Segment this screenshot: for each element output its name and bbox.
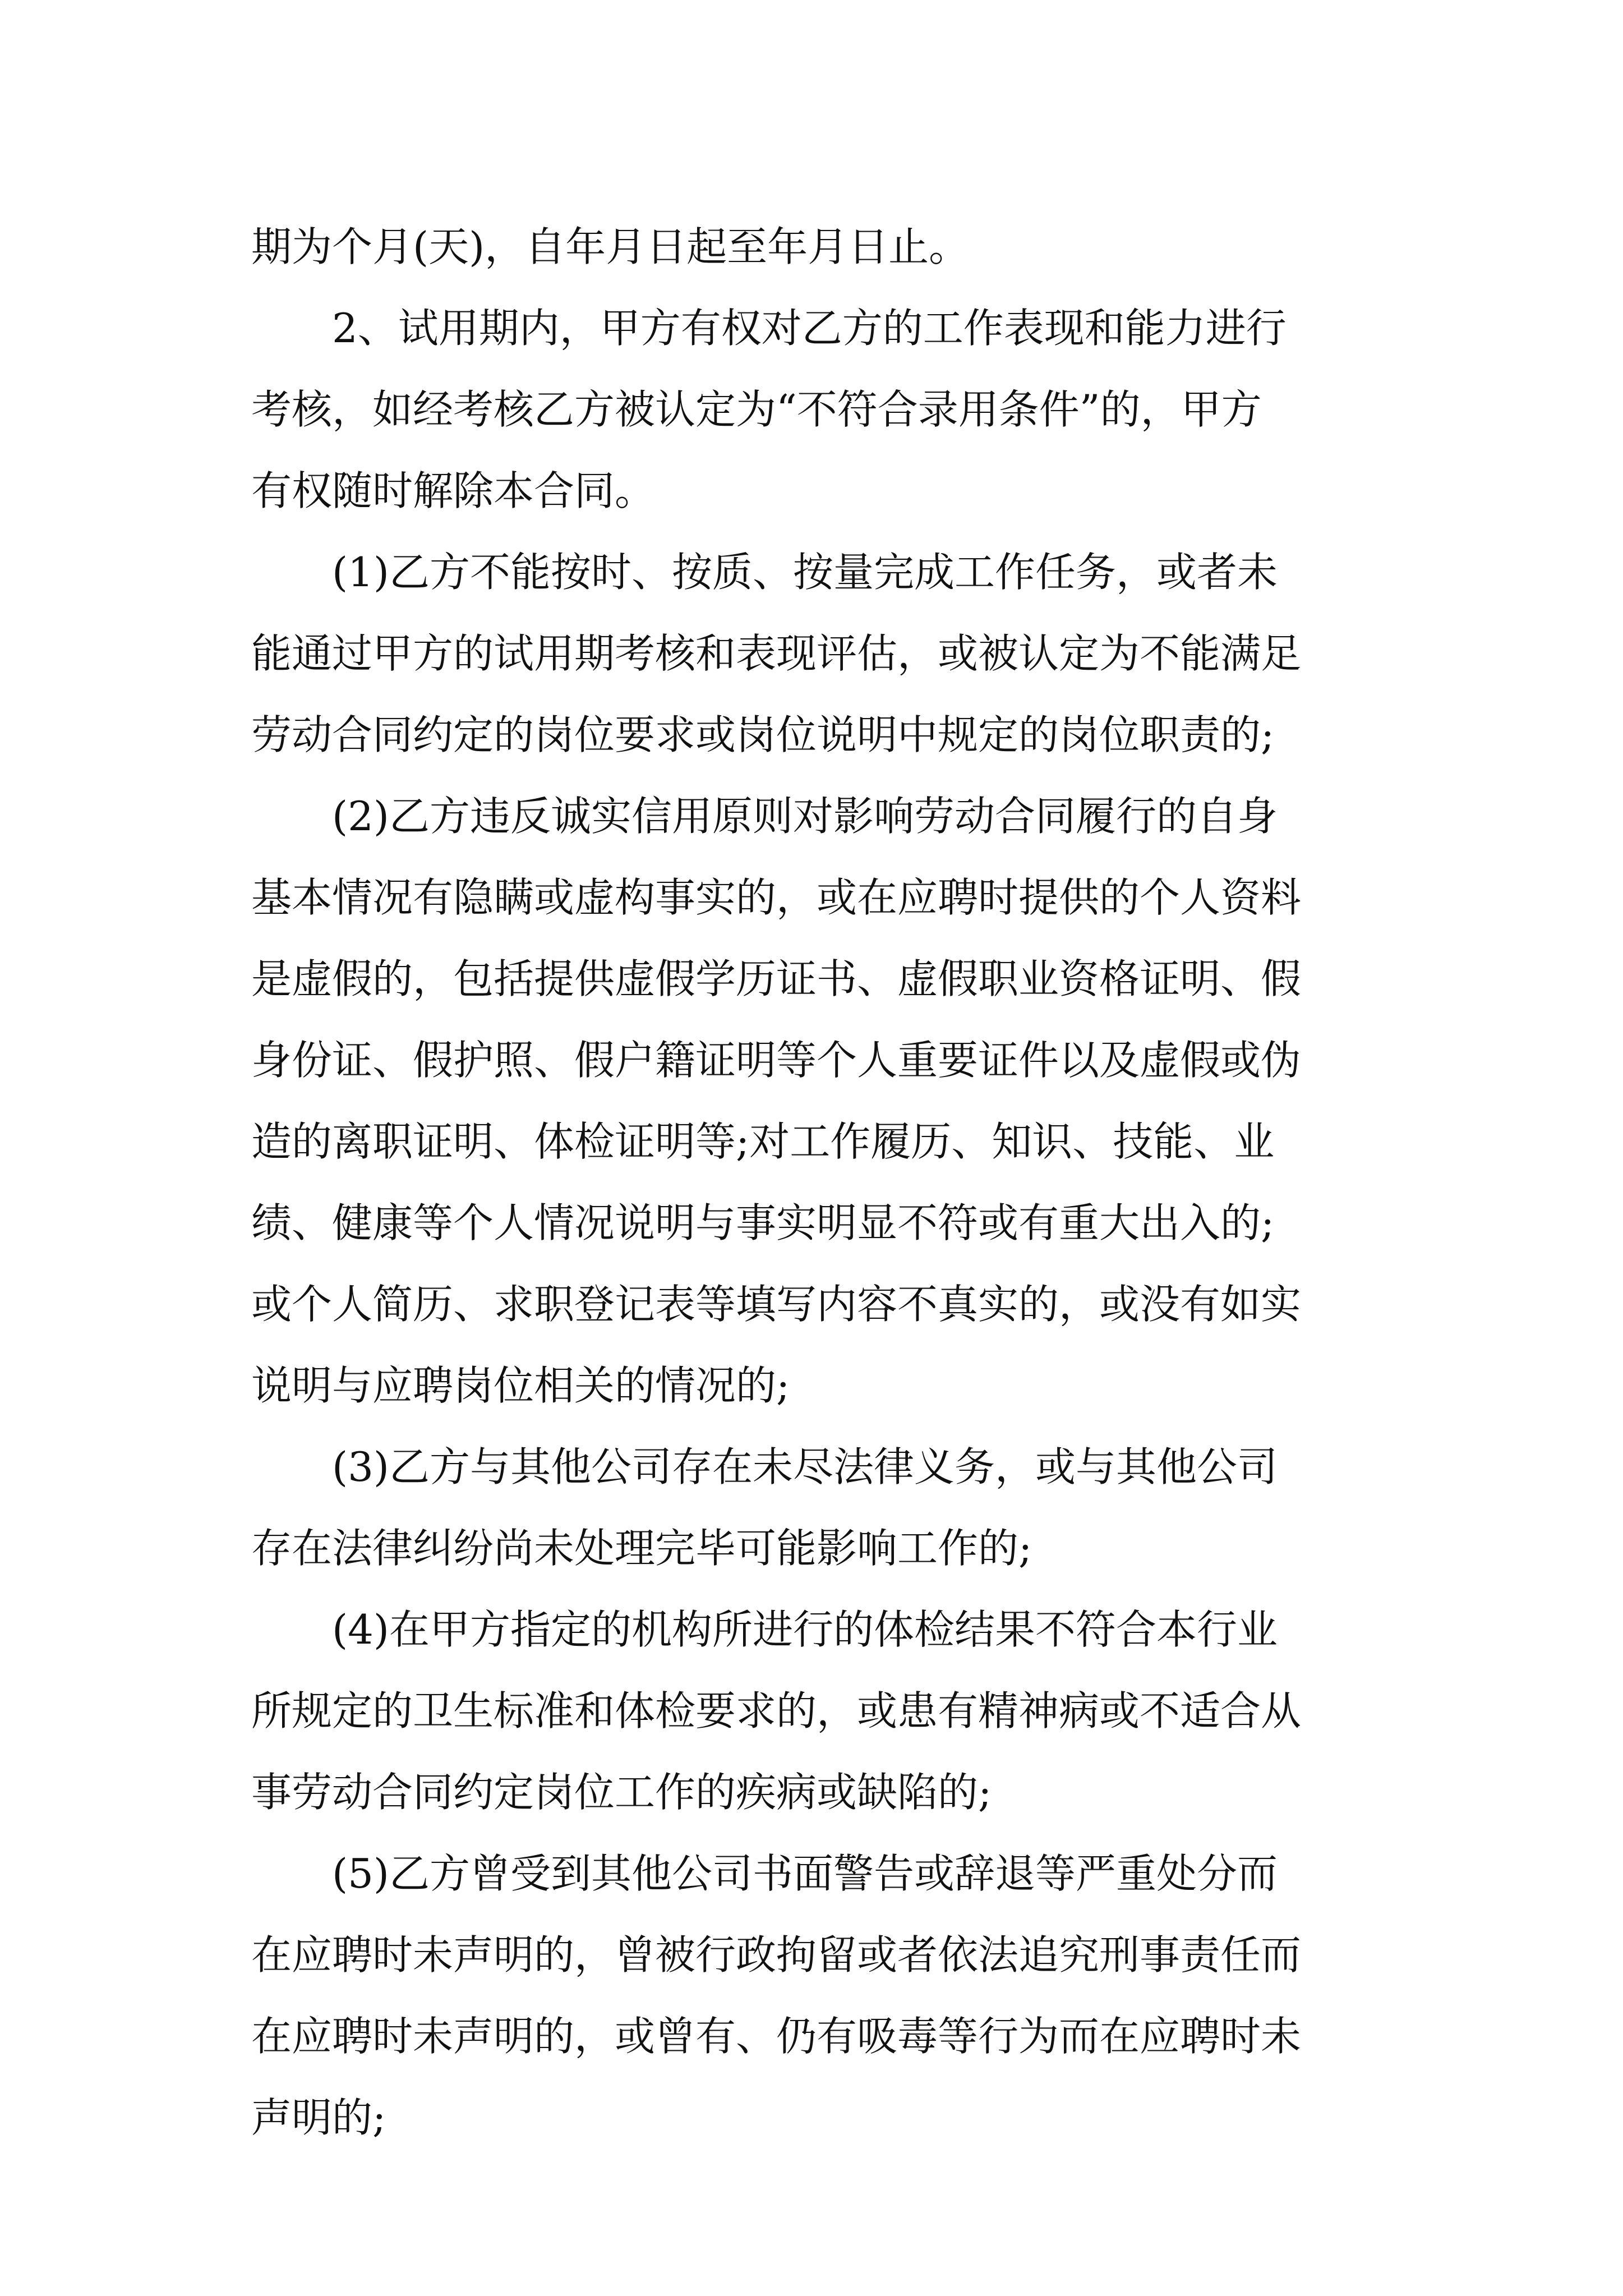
text-line: 身份证、假护照、假户籍证明等个人重要证件以及虚假或伪 — [251, 1037, 1302, 1084]
text-line: 所规定的卫生标准和体检要求的，或患有精神病或不适合从 — [251, 1687, 1302, 1734]
text-line: (5)乙方曾受到其他公司书面警告或辞退等严重处分而 — [332, 1850, 1278, 1897]
paragraph-item-4 — [251, 1589, 1393, 1833]
document-page — [251, 206, 1393, 2159]
text-line: 能通过甲方的试用期考核和表现评估，或被认定为不能满足 — [251, 630, 1302, 677]
text-line: 在应聘时未声明的，或曾有、仍有吸毒等行为而在应聘时未 — [251, 2013, 1302, 2060]
text-line: 是虚假的，包括提供虚假学历证书、虚假职业资格证明、假 — [251, 955, 1302, 1002]
text-line: 说明与应聘岗位相关的情况的; — [251, 1362, 790, 1409]
text-line: (4)在甲方指定的机构所进行的体检结果不符合本行业 — [332, 1606, 1278, 1653]
text-line: (2)乙方违反诚实信用原则对影响劳动合同履行的自身 — [332, 793, 1278, 840]
text-line: 存在法律纠纷尚未处理完毕可能影响工作的; — [251, 1525, 1032, 1572]
paragraph-item-2 — [251, 776, 1393, 1427]
text-line: 在应聘时未声明的，曾被行政拘留或者依法追究刑事责任而 — [251, 1931, 1302, 1978]
paragraph-item-1 — [251, 532, 1393, 776]
text-line: 造的离职证明、体检证明等;对工作履历、知识、技能、业 — [251, 1118, 1275, 1165]
text-line: (3)乙方与其他公司存在未尽法律义务，或与其他公司 — [332, 1443, 1278, 1490]
text-line: 基本情况有隐瞒或虚构事实的，或在应聘时提供的个人资料 — [251, 874, 1302, 921]
paragraph-probation-period — [251, 206, 1393, 288]
text-line: (1)乙方不能按时、按质、按量完成工作任务，或者未 — [332, 549, 1278, 596]
text-line: 声明的; — [251, 2094, 386, 2141]
text-line: 或个人简历、求职登记表等填写内容不真实的，或没有如实 — [251, 1281, 1302, 1328]
text-line: 事劳动合同约定岗位工作的疾病或缺陷的; — [251, 1769, 992, 1816]
paragraph-clause-2 — [251, 288, 1393, 532]
paragraph-item-3 — [251, 1427, 1393, 1589]
text-line: 绩、健康等个人情况说明与事实明显不符或有重大出入的; — [251, 1199, 1275, 1246]
paragraph-item-5 — [251, 1833, 1393, 2159]
text-line: 期为个月(天)，自年月日起至年月日止。 — [251, 223, 970, 270]
text-line: 有权随时解除本合同。 — [251, 467, 656, 514]
text-line: 劳动合同约定的岗位要求或岗位说明中规定的岗位职责的; — [251, 711, 1275, 758]
text-line: 2、试用期内，甲方有权对乙方的工作表现和能力进行 — [332, 305, 1287, 352]
text-line: 考核，如经考核乙方被认定为“不符合录用条件”的，甲方 — [251, 386, 1262, 433]
